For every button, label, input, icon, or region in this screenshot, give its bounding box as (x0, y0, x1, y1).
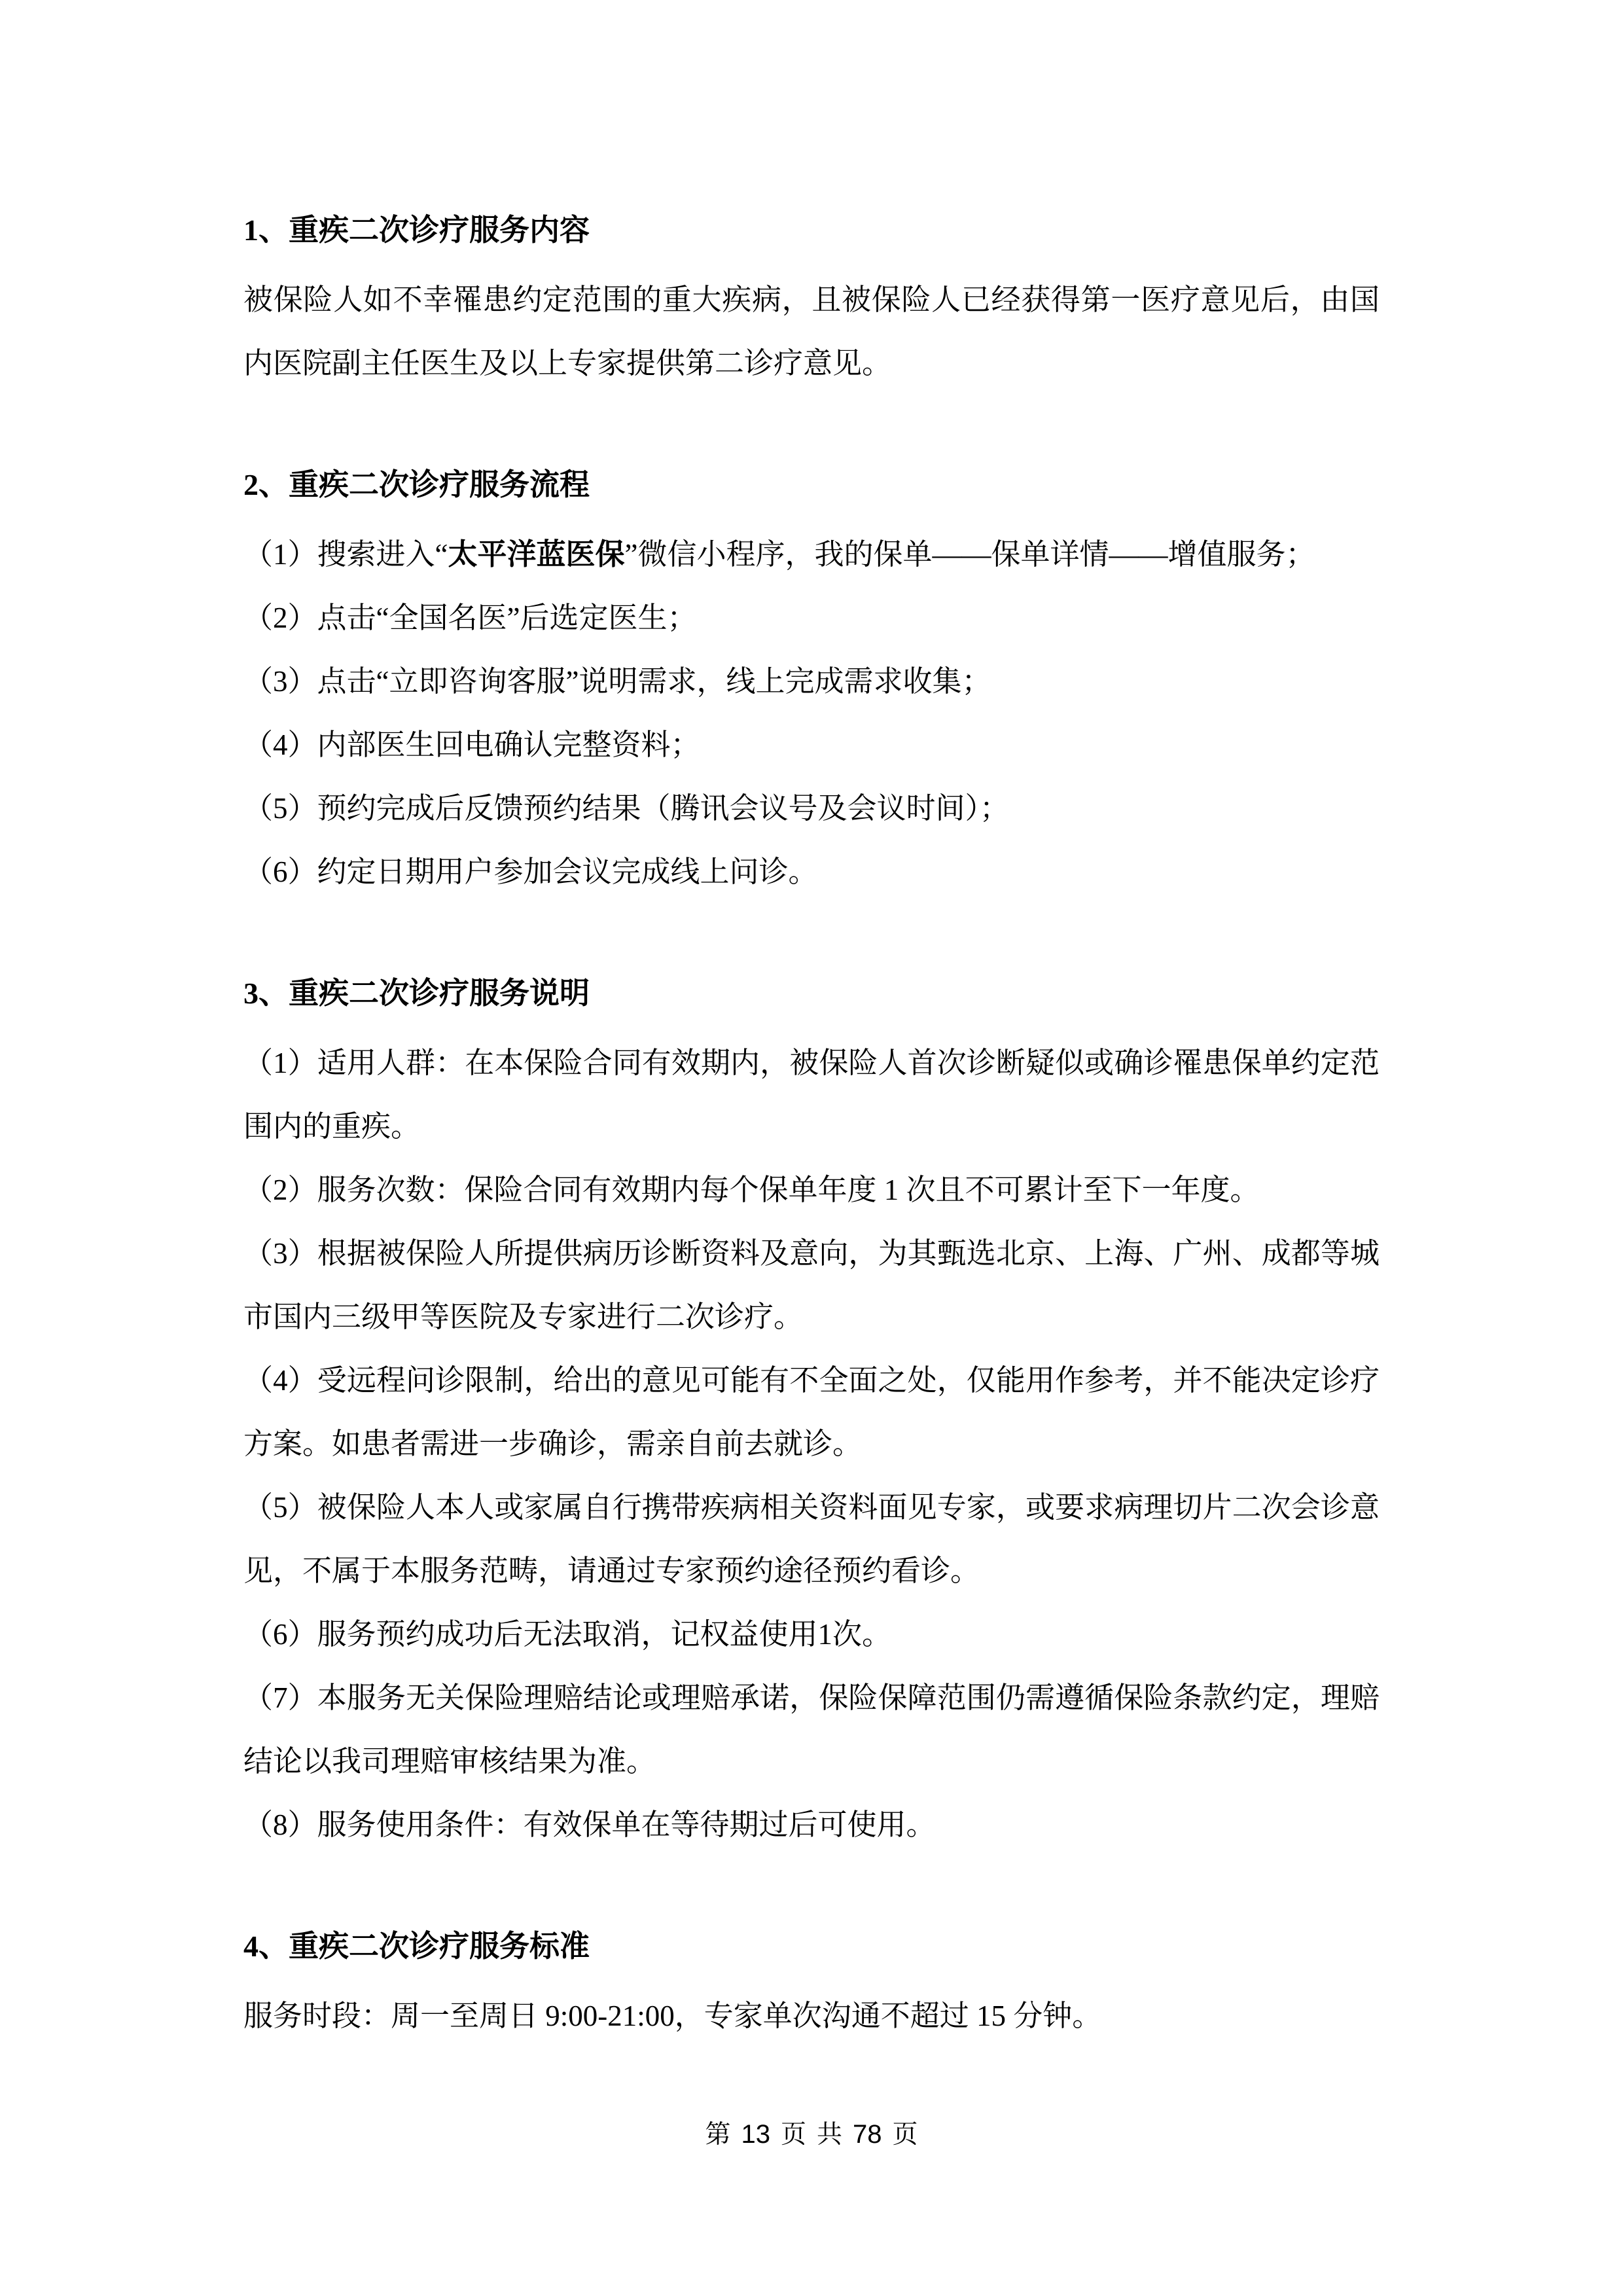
section-3 (243, 961, 1380, 1857)
section-2-item-3: （3）点击“立即咨询客服”说明需求，线上完成需求收集； (243, 665, 991, 698)
brand-name-bold: 太平洋蓝医保 (448, 538, 625, 571)
section-3-item-3: （3）根据被保险人所提供病历诊断资料及意向，为其甄选北京、上海、广州、成都等城市国内三级甲等医院及专家进行二次诊疗。 (243, 1237, 1380, 1333)
section-2-item-5: （5）预约完成后反馈预约结果（腾讯会议号及会议时间）； (243, 792, 1010, 825)
section-4-heading: 4、重疾二次诊疗服务标准 (243, 1929, 590, 1963)
section-3-item-5: （5）被保险人本人或家属自行携带疾病相关资料面见专家，或要求病理切片二次会诊意见，不属于本服务范畴，请通过专家预约途径预约看诊。 (243, 1491, 1380, 1587)
section-3-heading: 3、重疾二次诊疗服务说明 (243, 977, 590, 1010)
section-2-item-6: （6）约定日期用户参加会议完成线上问诊。 (243, 855, 818, 888)
section-2 (243, 453, 1380, 904)
section-3-item-1: （1）适用人群：在本保险合同有效期内，被保险人首次诊断疑似或确诊罹患保单约定范围内的重疾。 (243, 1047, 1380, 1143)
section-2-item-1-post: ”微信小程序，我的保单——保单详情——增值服务； (624, 538, 1315, 571)
footer-label-gong: 共 (817, 2121, 843, 2149)
footer-label-di: 第 (705, 2121, 731, 2149)
section-2-item-4: （4）内部医生回电确认完整资料； (243, 728, 700, 761)
section-1 (243, 198, 1380, 395)
section-3-item-6: （6）服务预约成功后无法取消，记权益使用1次。 (243, 1618, 892, 1651)
section-3-item-4: （4）受远程问诊限制，给出的意见可能有不全面之处，仅能用作参考，并不能决定诊疗方案。如患者需进一步确诊，需亲自前去就诊。 (243, 1364, 1380, 1460)
section-3-item-2: （2）服务次数：保险合同有效期内每个保单年度 1 次且不可累计至下一年度。 (243, 1174, 1260, 1206)
section-3-item-7: （7）本服务无关保险理赔结论或理赔承诺，保险保障范围仍需遵循保险条款约定，理赔结论以我司理赔审核结果为准。 (243, 1681, 1380, 1778)
section-1-heading: 1、重疾二次诊疗服务内容 (243, 213, 590, 247)
section-4 (243, 1914, 1380, 2048)
footer-label-ye-2: 页 (892, 2121, 918, 2149)
section-2-item-2: （2）点击“全国名医”后选定医生； (243, 601, 697, 634)
section-2-item-1-pre: （1）搜索进入“ (243, 538, 448, 571)
section-4-paragraph: 服务时段：周一至周日 9:00-21:00，专家单次沟通不超过 15 分钟。 (243, 2000, 1102, 2032)
section-1-paragraph: 被保险人如不幸罹患约定范围的重大疾病，且被保险人已经获得第一医疗意见后，由国内医院副主任医生及以上专家提供第二诊疗意见。 (243, 283, 1380, 380)
footer-label-ye: 页 (780, 2121, 806, 2149)
page-footer (0, 2119, 1623, 2151)
footer-total-pages: 78 (853, 2120, 882, 2149)
section-3-item-8: （8）服务使用条件：有效保单在等待期过后可使用。 (243, 1808, 936, 1841)
section-2-item-1 (243, 523, 1380, 586)
section-2-heading: 2、重疾二次诊疗服务流程 (243, 468, 590, 501)
footer-page-number: 13 (741, 2120, 770, 2149)
